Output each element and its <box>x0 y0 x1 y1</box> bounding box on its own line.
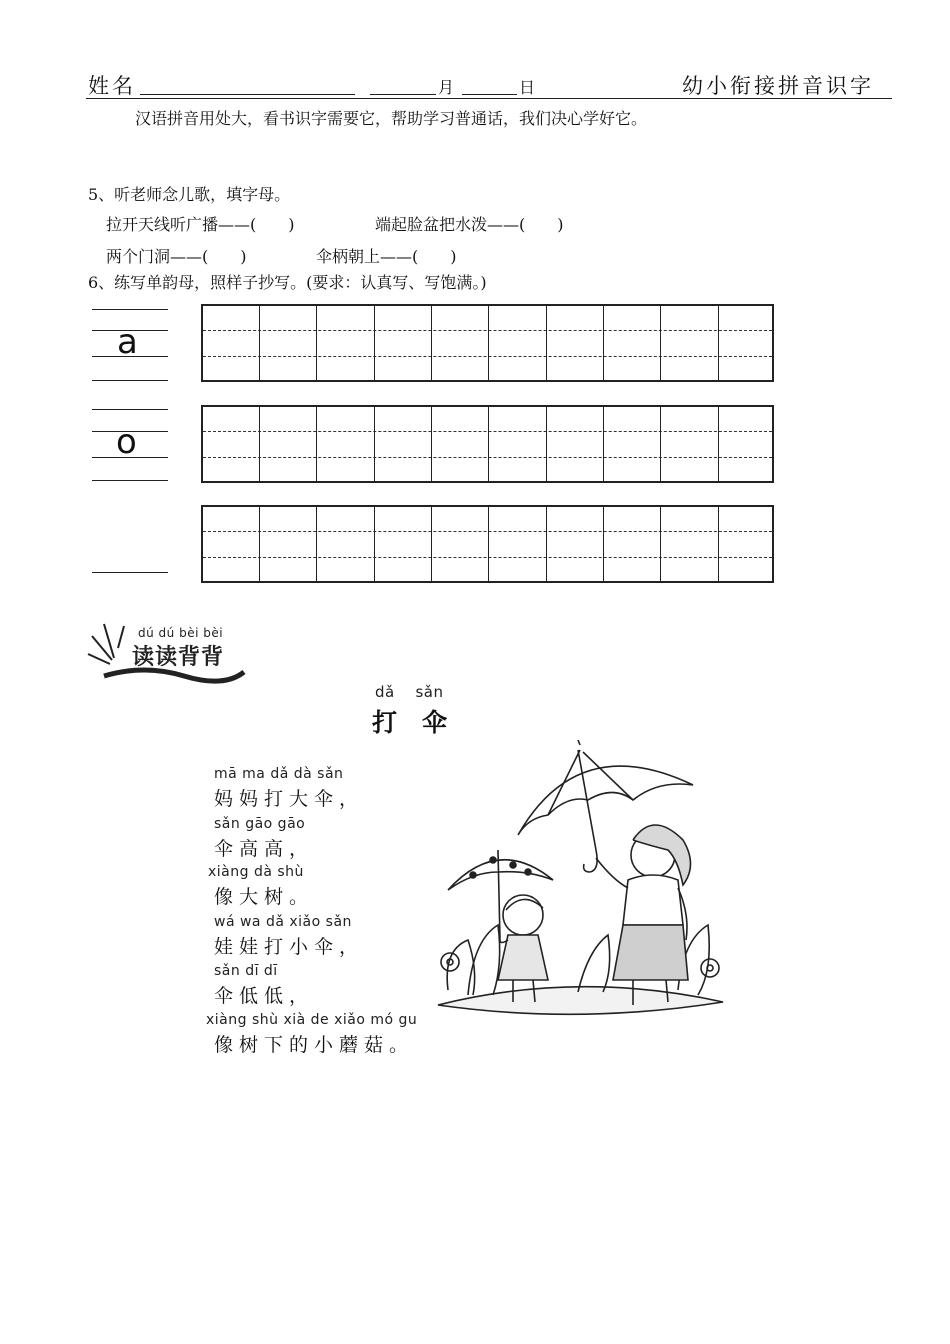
name-blank[interactable] <box>140 94 355 95</box>
header-rule <box>86 98 892 99</box>
guide-line <box>92 480 168 481</box>
q6-title: 6、练写单韵母，照样子抄写。(要求：认真写、写饱满。) <box>88 273 487 292</box>
poem-line-5: 伞低低， <box>214 985 315 1007</box>
name-label: 姓名 <box>88 74 136 98</box>
writing-grid-blank[interactable] <box>201 505 774 583</box>
guide-line <box>92 380 168 381</box>
poem-line-3-pinyin: xiàng dà shù <box>208 864 304 880</box>
poem-line-6-pinyin: xiàng shù xià de xiǎo mó gu <box>206 1012 418 1028</box>
page-title: 幼小衔接拼音识字 <box>682 74 874 98</box>
q5-title: 5、听老师念儿歌，填字母。 <box>88 185 291 204</box>
poem-title-pinyin: dǎ sǎn <box>375 683 444 701</box>
writing-grid-a[interactable] <box>201 304 774 382</box>
umbrella-illustration <box>428 740 728 1025</box>
month-label: 月 <box>438 78 455 97</box>
sample-letter-o: o <box>116 422 137 462</box>
intro-text: 汉语拼音用处大，看书识字需要它，帮助学习普通话，我们决心学好它。 <box>135 109 648 128</box>
poem-line-4-pinyin: wá wa dǎ xiǎo sǎn <box>214 914 352 930</box>
banner-pinyin: dú dú bèi bèi <box>138 626 224 640</box>
poem-line-6: 像树下的小蘑菇。 <box>214 1034 415 1056</box>
writing-grid-o[interactable] <box>201 405 774 483</box>
month-blank[interactable] <box>370 94 436 95</box>
poem-line-4: 娃娃打小伞， <box>214 936 365 958</box>
q5-riddle-3: 两个门洞——( ) <box>106 247 247 266</box>
guide-line <box>92 309 168 310</box>
q5-riddle-1: 拉开天线听广播——( ) <box>106 215 295 234</box>
poem-line-1-pinyin: mā ma dǎ dà sǎn <box>214 766 344 782</box>
poem-line-2: 伞高高， <box>214 838 315 860</box>
day-blank[interactable] <box>462 94 517 95</box>
guide-line <box>92 409 168 410</box>
q5-riddle-4: 伞柄朝上——( ) <box>316 247 457 266</box>
poem-title: 打 伞 <box>372 708 448 737</box>
day-label: 日 <box>519 78 536 97</box>
poem-line-5-pinyin: sǎn dī dī <box>214 963 278 979</box>
banner-title: 读读背背 <box>132 645 225 670</box>
q5-riddle-2: 端起脸盆把水泼——( ) <box>375 215 564 234</box>
poem-line-1: 妈妈打大伞， <box>214 788 365 810</box>
guide-line <box>92 572 168 573</box>
poem-line-3: 像大树。 <box>214 886 315 908</box>
poem-line-2-pinyin: sǎn gāo gāo <box>214 816 306 832</box>
sample-letter-a: a <box>117 322 138 362</box>
